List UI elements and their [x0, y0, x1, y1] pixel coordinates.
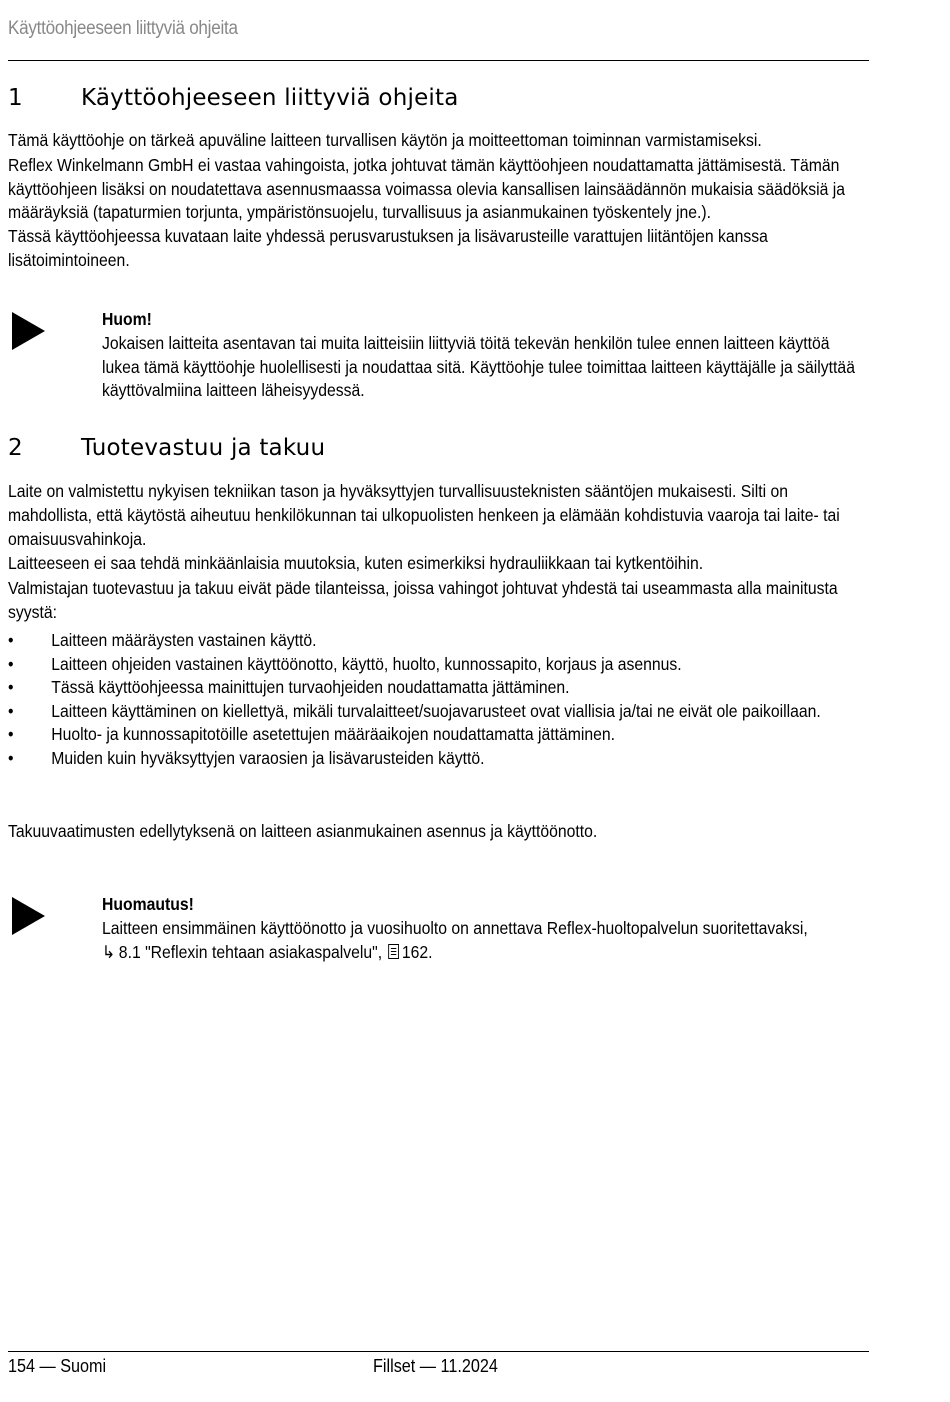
section-1-title: Käyttöohjeeseen liittyviä ohjeita	[81, 85, 459, 111]
header-divider	[8, 60, 869, 61]
note-huomautus	[102, 893, 863, 964]
list-item: • Laitteen ohjeiden vastainen käyttöönotto, käyttö, huolto, kunnossapito, korjaus ja asennus.	[8, 653, 870, 677]
page-reference[interactable]: 162.	[401, 941, 433, 962]
paragraph: Tässä käyttöohjeessa kuvataan laite yhdessä perusvarustuksen ja lisävarusteille varattujen liitäntöjen kanssa lisätoimintoineen.	[8, 226, 768, 270]
note-text: Jokaisen laitteita asentavan tai muita laitteisiin liittyviä töitä tekevän henkilön tulee ennen laitteen käyttöä lukea tämä käyttöohje huolellisesti ja noudattaa sitä. Käyttöohje tulee toimittaa laitteen käyttäjälle ja säilyttää käyttövalmiina laitteen läheisyydessä.	[102, 332, 855, 401]
paragraph: Laite on valmistettu nykyisen tekniikan tason ja hyväksyttyjen turvallisuusteknisten sääntöjen mukaisesti. Silti on mahdollista, että käytöstä aiheutuu henkilökunnan tai ulkopuolisten henkeen ja elämään kohdistuvia vaaroja tai laite- tai omaisuusvahinkoja.	[8, 481, 840, 549]
page-icon	[388, 944, 399, 959]
list-item: • Tässä käyttöohjeessa mainittujen turvaohjeiden noudattamatta jättäminen.	[8, 676, 870, 700]
section-1-body	[8, 129, 870, 273]
note-arrow-icon	[12, 312, 45, 350]
bullet-icon: •	[8, 653, 14, 674]
section-2-body	[8, 480, 870, 625]
paragraph: Laitteeseen ei saa tehdä minkäänlaisia muutoksia, kuten esimerkiksi hydrauliikkaan tai kytkentöihin.	[8, 553, 704, 574]
list-item: • Laitteen käyttäminen on kiellettyä, mikäli turvalaitteet/suojavarusteet ovat viallisia ja/tai ne eivät ole paikoillaan.	[8, 700, 870, 724]
list-item: • Laitteen määräysten vastainen käyttö.	[8, 629, 870, 653]
bullet-icon: •	[8, 677, 14, 697]
note-text: Laitteen ensimmäinen käyttöönotto ja vuosihuolto on annettava Reflex-huoltopalvelun suoritettavaksi,	[102, 917, 808, 938]
bullet-icon: •	[8, 747, 14, 768]
list-item: • Huolto- ja kunnossapitotöille asetettujen määräaikojen noudattamatta jättäminen.	[8, 723, 870, 747]
warranty-condition	[8, 820, 870, 844]
bullet-icon: •	[8, 630, 14, 650]
running-header: Käyttöohjeeseen liittyviä ohjeita	[8, 18, 238, 39]
list-item: • Muiden kuin hyväksyttyjen varaosien ja lisävarusteiden käyttö.	[8, 747, 870, 771]
footer-divider	[8, 1351, 869, 1352]
bullet-icon: •	[8, 724, 14, 744]
footer-product-date: Fillset — 11.2024	[373, 1356, 498, 1376]
note-title: Huomautus!	[102, 894, 194, 914]
section-1-number: 1	[8, 85, 23, 111]
note-arrow-icon	[12, 897, 45, 935]
paragraph: Tämä käyttöohje on tärkeä apuväline laitteen turvallisen käytön ja moitteettoman toiminnan varmistamiseksi.	[8, 130, 762, 150]
note-huom	[102, 308, 863, 403]
section-2-number: 2	[8, 435, 23, 461]
paragraph: Reflex Winkelmann GmbH ei vastaa vahingoista, jotka johtuvat tämän käyttöohjeen noudattamatta jättämisestä. Tämän käyttöohjeen lisäksi on noudatettava asennusmaassa voimassa olevia kansallisen lainsäädännön mukaisia säädöksiä ja määräyksiä (tapaturmien torjunta, ympäristönsuojelu, turvallisuus ja asianmukainen työskentely jne.).	[8, 154, 846, 223]
footer-page-language: 154 — Suomi	[8, 1356, 107, 1376]
paragraph: Valmistajan tuotevastuu ja takuu eivät päde tilanteissa, joissa vahingot johtuvat yhdestä tai useammasta alla mainitusta syystä:	[8, 578, 838, 622]
section-2-title: Tuotevastuu ja takuu	[81, 435, 326, 461]
cross-reference-link[interactable]: 8.1 "Reflexin tehtaan asiakaspalvelu",	[118, 941, 383, 962]
cross-reference[interactable]	[102, 941, 863, 965]
bullet-icon: •	[8, 700, 14, 721]
note-title: Huom!	[102, 309, 152, 329]
cross-reference-arrow-icon: ↳	[102, 941, 116, 962]
paragraph: Takuuvaatimusten edellytyksenä on laitteen asianmukainen asennus ja käyttöönotto.	[8, 821, 598, 841]
cause-list	[8, 629, 870, 770]
